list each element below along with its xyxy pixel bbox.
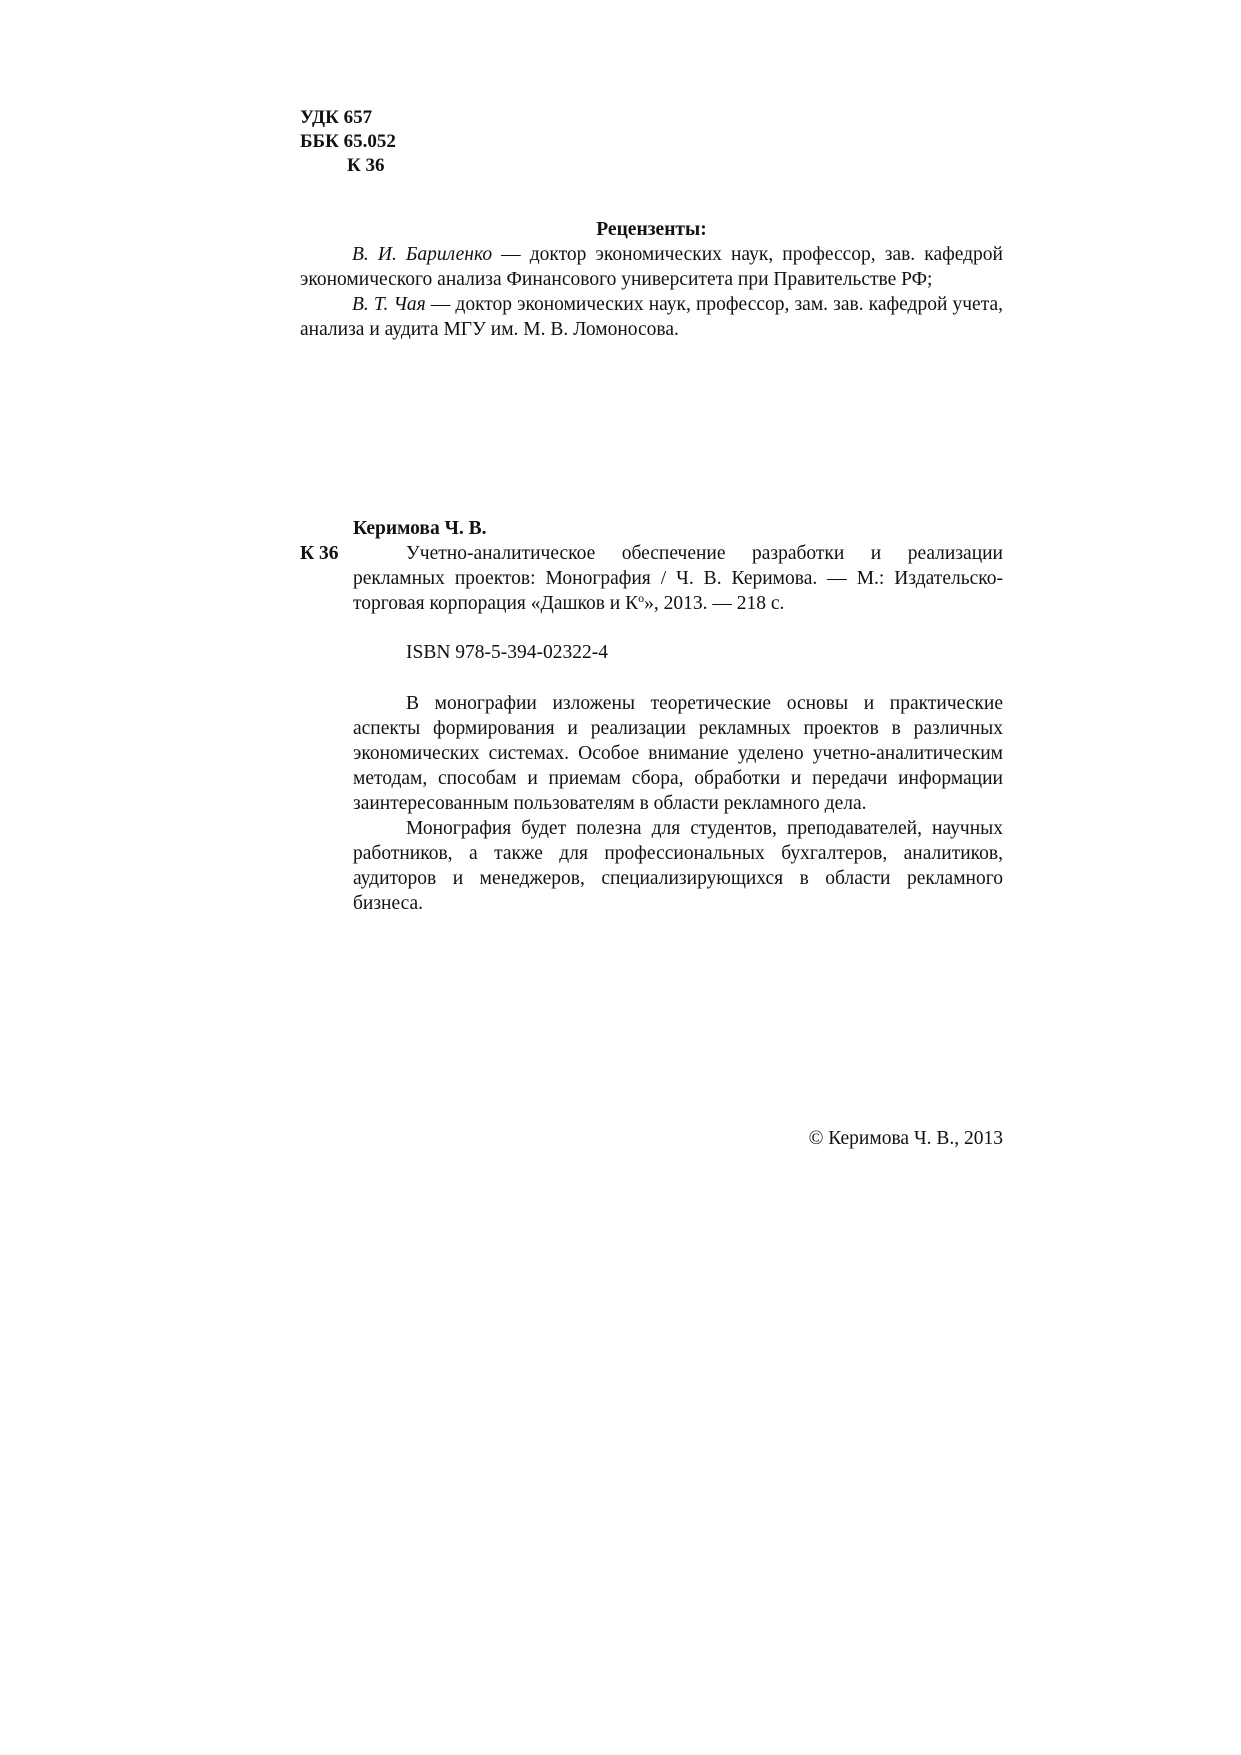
copyright-notice: © Керимова Ч. В., 2013 [808, 1128, 1003, 1149]
bbk-code: ББК 65.052 [300, 131, 396, 152]
author-sign: К 36 [347, 155, 385, 176]
annotation [353, 691, 1003, 916]
classification-codes [300, 106, 396, 178]
isbn: ISBN 978-5-394-02322-4 [406, 642, 609, 663]
reviewer-details: — доктор экономических наук, профессор, зам. зав. кафедрой учета, анализа и аудита МГУ им. М. В. Ломоносова. [300, 294, 1003, 340]
bibliographic-record [300, 516, 1003, 916]
udk-code: УДК 657 [300, 107, 373, 128]
biblio-description-row [300, 541, 1003, 616]
reviewers-block [300, 217, 1003, 342]
reviewer-item [300, 292, 1003, 342]
reviewer-name: В. Т. Чая [352, 294, 426, 315]
author-name: Керимова Ч. В. [353, 518, 487, 539]
biblio-description [353, 541, 1003, 616]
reviewers-heading: Рецензенты: [596, 219, 707, 240]
reviewer-details: — доктор экономических наук, профессор, зав. кафедрой экономического анализа Финансового университета при Правительстве РФ; [300, 244, 1003, 290]
annotation-paragraph: Монография будет полезна для студентов, преподавателей, научных работников, а также для профессиональных бухгалтеров, аналитиков, аудиторов и менеджеров, специализирующихся в области рекламного бизнеса. [353, 818, 1003, 914]
biblio-code: К 36 [300, 543, 339, 564]
biblio-description-text: Учетно-аналитическое обеспечение разработки и реализации рекламных проектов: Монография / Ч. В. Керимова. — М.: Издательско-торговая корпорация «Дашков и К [353, 543, 1003, 614]
reviewer-name: В. И. Бариленко [352, 244, 493, 265]
reviewer-item [300, 242, 1003, 292]
annotation-paragraph: В монографии изложены теоретические основы и практические аспекты формирования и реализации рекламных проектов в различных экономических системах. Особое внимание уделено учетно-аналитическим методам, способам и приемам сбора, обработки и передачи информации заинтересованным пользователям в области рекламного дела. [353, 693, 1003, 814]
biblio-description-tail: », 2013. — 218 с. [644, 593, 785, 614]
biblio-description-superscript: о [638, 591, 645, 605]
